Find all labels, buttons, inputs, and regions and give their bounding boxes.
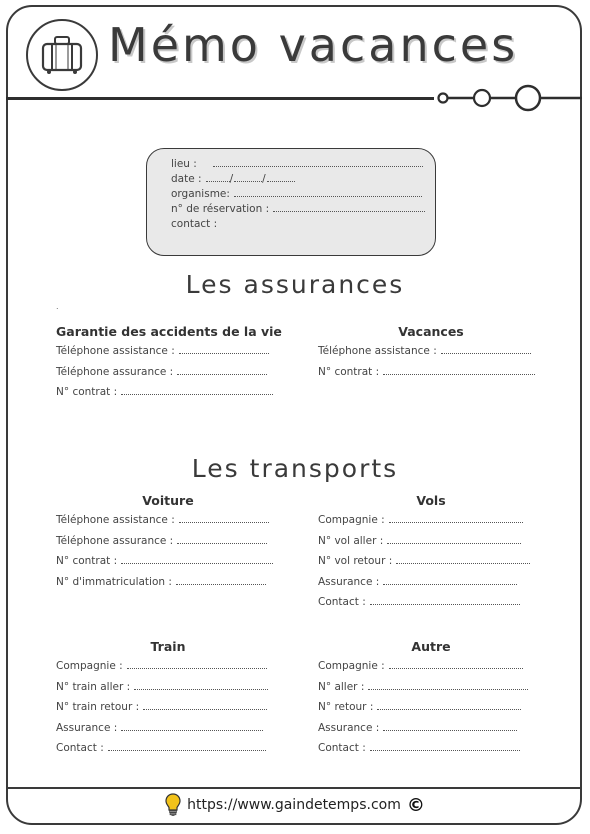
trip-info-box [146, 148, 436, 256]
header-divider-dots [434, 84, 584, 114]
date-year-field[interactable] [267, 172, 295, 182]
organisme-field[interactable] [234, 187, 422, 197]
form-field[interactable] [143, 700, 267, 710]
info-date[interactable]: date : / / [171, 172, 425, 187]
form-field[interactable] [108, 741, 266, 751]
copyright-symbol: © [406, 794, 425, 816]
info-contact: contact : [171, 218, 218, 230]
section-title-assurances: Les assurances [185, 270, 405, 299]
footer-divider [6, 787, 582, 789]
date-day-field[interactable] [206, 172, 230, 182]
form-field[interactable] [177, 365, 267, 375]
lightbulb-icon [165, 793, 181, 817]
section-title-transports: Les transports [191, 454, 399, 483]
transport-autre-block [318, 639, 544, 762]
form-field[interactable] [389, 659, 523, 669]
form-row[interactable]: N° train aller : [56, 680, 280, 701]
form-field[interactable] [176, 575, 266, 585]
form-row[interactable]: N° retour : [318, 700, 544, 721]
form-row[interactable]: Assurance : [318, 575, 544, 596]
form-field[interactable] [383, 575, 517, 585]
info-lieu[interactable]: lieu : [171, 157, 425, 172]
form-field[interactable] [121, 385, 273, 395]
form-row[interactable]: Assurance : [318, 721, 544, 742]
form-row[interactable]: N° contrat : [56, 554, 280, 575]
form-field[interactable] [377, 700, 521, 710]
transport-train-block [56, 639, 280, 762]
suitcase-icon [26, 19, 98, 91]
form-field[interactable] [121, 554, 273, 564]
form-row[interactable]: Téléphone assurance : [56, 365, 280, 386]
form-field[interactable] [387, 534, 521, 544]
form-row[interactable]: N° train retour : [56, 700, 280, 721]
form-row[interactable]: N° d'immatriculation : [56, 575, 280, 596]
form-field[interactable] [177, 534, 267, 544]
page-title: Mémo vacances [108, 18, 519, 72]
form-row[interactable]: Contact : [318, 595, 544, 616]
form-row[interactable]: Téléphone assurance : [56, 534, 280, 555]
transport-vols-block [318, 493, 544, 616]
reservation-field[interactable] [273, 202, 425, 212]
form-field[interactable] [127, 659, 267, 669]
lieu-field[interactable] [213, 157, 423, 167]
insurance-vacances-block [318, 324, 544, 385]
form-row[interactable]: N° vol retour : [318, 554, 544, 575]
transport-voiture-block [56, 493, 280, 595]
info-organisme[interactable]: organisme: [171, 187, 425, 202]
vols-heading: Vols [416, 493, 446, 508]
insurance-vacances-heading: Vacances [398, 324, 464, 339]
form-field[interactable] [134, 680, 268, 690]
form-row[interactable]: Compagnie : [56, 659, 280, 680]
form-field[interactable] [370, 741, 520, 751]
form-row[interactable]: Téléphone assistance : [56, 513, 280, 534]
form-field[interactable] [383, 365, 535, 375]
form-row[interactable]: N° contrat : [318, 365, 544, 386]
form-row[interactable]: Compagnie : [318, 659, 544, 680]
form-field[interactable] [368, 680, 528, 690]
form-field[interactable] [396, 554, 530, 564]
header-divider [6, 97, 434, 100]
form-row[interactable]: N° contrat : [56, 385, 280, 406]
form-field[interactable] [441, 344, 531, 354]
autre-heading: Autre [411, 639, 451, 654]
form-row[interactable]: Contact : [56, 741, 280, 762]
form-field[interactable] [179, 513, 269, 523]
form-field[interactable] [383, 721, 517, 731]
stray-dot: . [56, 302, 59, 311]
form-field[interactable] [370, 595, 520, 605]
footer [0, 793, 590, 817]
date-month-field[interactable] [234, 172, 262, 182]
info-reservation[interactable]: n° de réservation : [171, 202, 425, 217]
form-row[interactable]: N° vol aller : [318, 534, 544, 555]
form-row[interactable]: Contact : [318, 741, 544, 762]
train-heading: Train [150, 639, 186, 654]
form-field[interactable] [179, 344, 269, 354]
form-row[interactable]: N° aller : [318, 680, 544, 701]
form-field[interactable] [121, 721, 263, 731]
form-row[interactable]: Téléphone assistance : [56, 344, 280, 365]
form-row[interactable]: Téléphone assistance : [318, 344, 544, 365]
insurance-accidents-heading: Garantie des accidents de la vie [56, 324, 282, 339]
form-row[interactable]: Assurance : [56, 721, 280, 742]
form-field[interactable] [389, 513, 523, 523]
form-row[interactable]: Compagnie : [318, 513, 544, 534]
website-link[interactable]: https://www.gaindetemps.com [187, 797, 401, 813]
voiture-heading: Voiture [142, 493, 194, 508]
insurance-accidents-block [56, 324, 280, 406]
